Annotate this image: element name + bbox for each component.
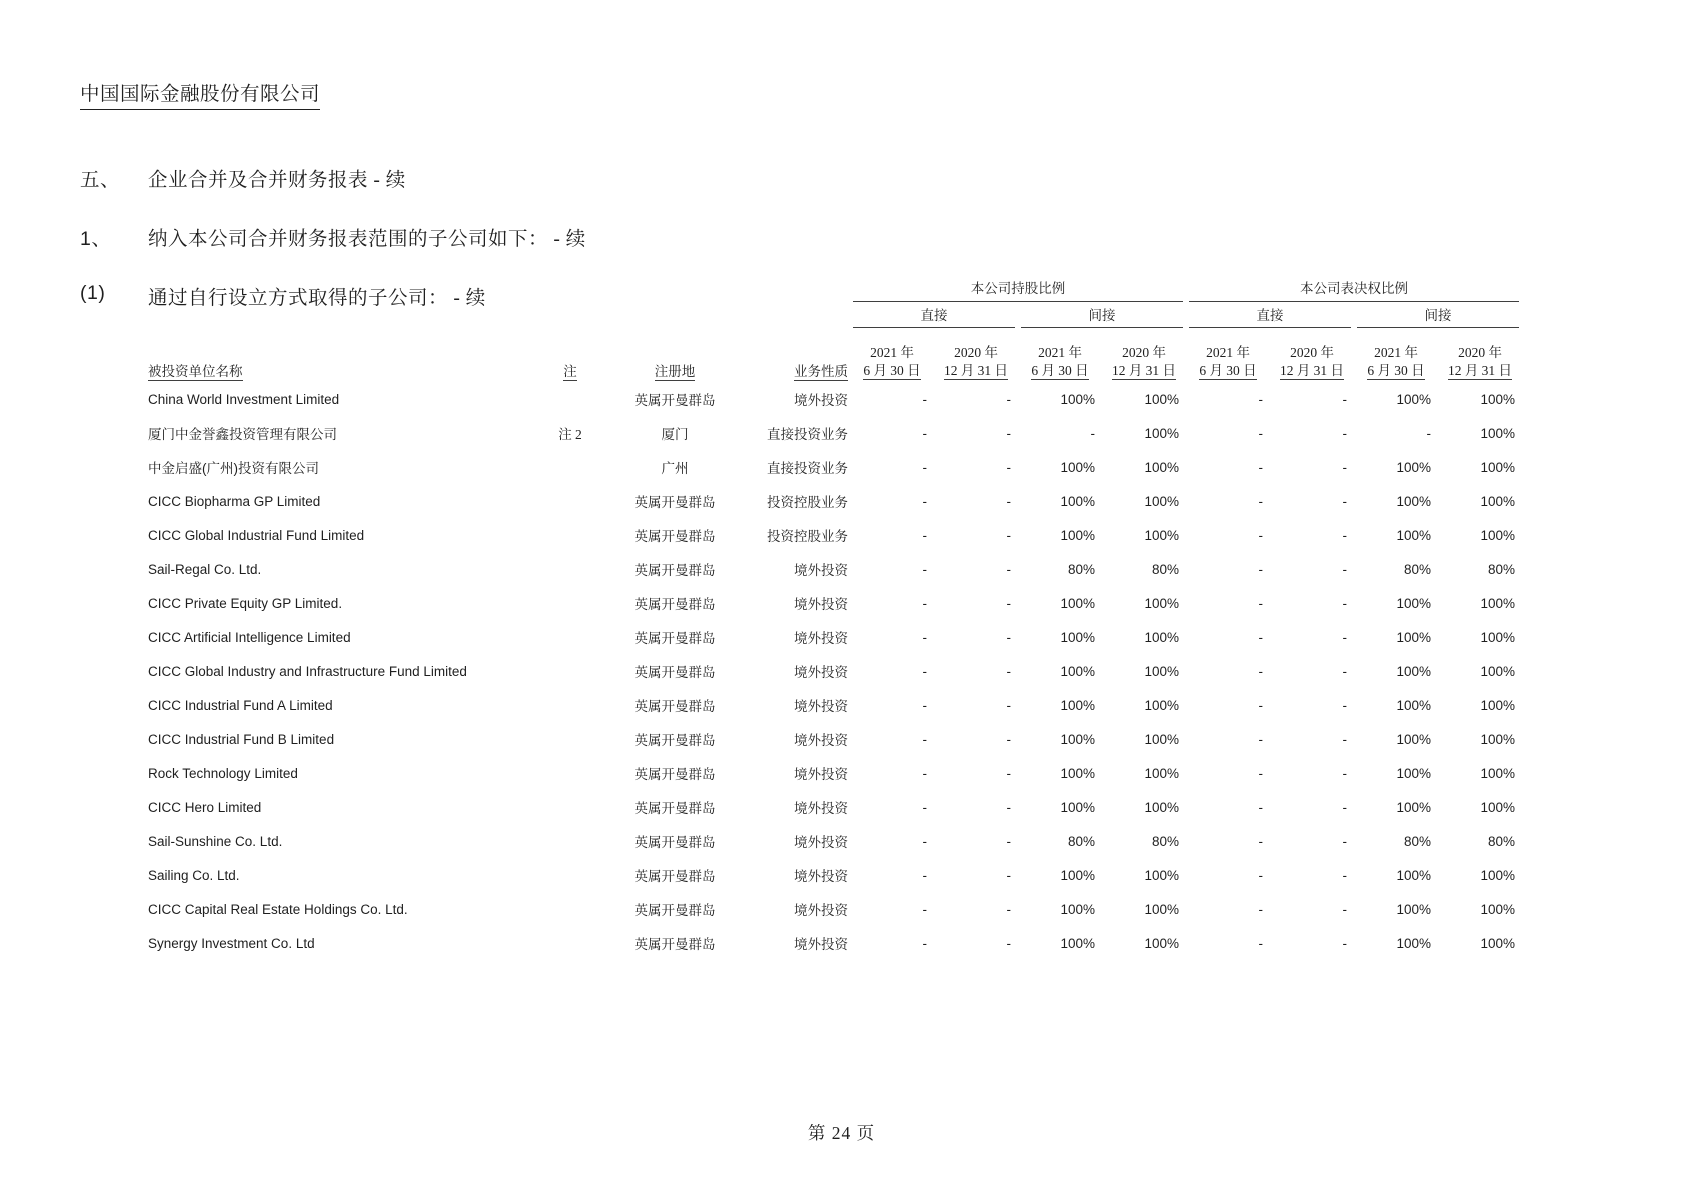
voting-direct-2021: -: [1258, 765, 1263, 781]
holding-direct-2021: -: [922, 629, 927, 645]
holding-direct-2021: -: [922, 731, 927, 747]
holding-direct-2021: -: [922, 663, 927, 679]
period-year: 2020 年: [1122, 345, 1166, 360]
holding-direct-2021: -: [922, 833, 927, 849]
page-number: 第 24 页: [807, 1123, 876, 1143]
holding-indirect-2021: -: [1090, 425, 1095, 441]
holding-direct-2020: -: [1006, 901, 1011, 917]
period-year: 2020 年: [1290, 345, 1334, 360]
voting-direct-2020: -: [1342, 867, 1347, 883]
voting-direct-2021: -: [1258, 527, 1263, 543]
holding-indirect-2020: 100%: [1144, 901, 1179, 917]
holding-indirect-2020: 100%: [1144, 765, 1179, 781]
group-header-voting: 本公司表决权比例: [1189, 277, 1519, 302]
voting-direct-2021: -: [1258, 799, 1263, 815]
subsidiary-business: 境外投资: [794, 393, 848, 408]
voting-indirect-2020: 100%: [1480, 799, 1515, 815]
column-header-place-cell: [600, 328, 750, 382]
voting-direct-2021: -: [1258, 391, 1263, 407]
holding-indirect-2021: 80%: [1067, 561, 1095, 577]
period-header-ownership-indirect-2020: [1102, 328, 1186, 382]
table-row: [148, 654, 1522, 688]
holding-direct-2020: -: [1006, 459, 1011, 475]
subsidiary-business: 直接投资业务: [767, 427, 848, 442]
group-header-ownership: 本公司持股比例: [853, 277, 1183, 302]
holding-direct-2021: -: [922, 799, 927, 815]
holding-indirect-2021: 100%: [1060, 663, 1095, 679]
voting-indirect-2020: 100%: [1480, 391, 1515, 407]
holding-direct-2020: -: [1006, 935, 1011, 951]
subsidiary-place: 英属开曼群岛: [634, 495, 716, 510]
subsidiary-place: 英属开曼群岛: [634, 869, 716, 884]
holding-indirect-2021: 100%: [1060, 799, 1095, 815]
group-header-voting-cell: [1186, 274, 1522, 302]
holding-direct-2020: -: [1006, 867, 1011, 883]
subsidiary-place: 厦门: [661, 427, 689, 442]
voting-indirect-2021: -: [1426, 425, 1431, 441]
holding-indirect-2021: 100%: [1060, 765, 1095, 781]
subsidiary-place: 英属开曼群岛: [634, 699, 716, 714]
column-header-business-cell: [750, 328, 850, 382]
voting-indirect-2020: 100%: [1480, 493, 1515, 509]
voting-direct-2020: -: [1342, 459, 1347, 475]
holding-direct-2021: -: [922, 935, 927, 951]
voting-indirect-2020: 100%: [1480, 867, 1515, 883]
subsidiary-name: CICC Artificial Intelligence Limited: [148, 629, 351, 645]
subsidiary-note: [540, 552, 600, 586]
period-year: 2021 年: [870, 345, 914, 360]
subsidiary-note: [540, 654, 600, 688]
column-header-name: 被投资单位名称: [148, 364, 243, 379]
voting-indirect-2021: 100%: [1396, 731, 1431, 747]
table-row: [148, 756, 1522, 790]
subgroup-voting-direct-cell: [1186, 302, 1354, 328]
holding-direct-2021: -: [922, 697, 927, 713]
holding-indirect-2020: 100%: [1144, 629, 1179, 645]
voting-direct-2021: -: [1258, 731, 1263, 747]
voting-indirect-2021: 100%: [1396, 493, 1431, 509]
subsidiaries-table: [148, 274, 1522, 960]
voting-indirect-2020: 100%: [1480, 425, 1515, 441]
subsidiary-place: 广州: [661, 461, 689, 476]
voting-direct-2021: -: [1258, 459, 1263, 475]
subsidiary-business: 境外投资: [794, 869, 848, 884]
subsidiary-name: Sailing Co. Ltd.: [148, 867, 240, 883]
voting-indirect-2021: 80%: [1403, 561, 1431, 577]
subsidiary-place: 英属开曼群岛: [634, 563, 716, 578]
subsidiary-name: CICC Capital Real Estate Holdings Co. Ltd.: [148, 901, 408, 917]
subsidiary-business: 境外投资: [794, 767, 848, 782]
voting-direct-2021: -: [1258, 867, 1263, 883]
holding-indirect-2021: 100%: [1060, 527, 1095, 543]
subsidiary-place: 英属开曼群岛: [634, 733, 716, 748]
column-header-place: 注册地: [654, 364, 696, 379]
voting-indirect-2020: 100%: [1480, 459, 1515, 475]
voting-indirect-2020: 100%: [1480, 527, 1515, 543]
voting-indirect-2020: 100%: [1480, 663, 1515, 679]
voting-indirect-2020: 100%: [1480, 765, 1515, 781]
holding-direct-2021: -: [922, 527, 927, 543]
period-date: 6 月 30 日: [863, 363, 921, 378]
holding-indirect-2021: 80%: [1067, 833, 1095, 849]
voting-direct-2020: -: [1342, 493, 1347, 509]
voting-direct-2020: -: [1342, 765, 1347, 781]
subsidiary-name: Synergy Investment Co. Ltd: [148, 935, 315, 951]
subsidiary-name: CICC Private Equity GP Limited.: [148, 595, 343, 611]
holding-indirect-2020: 100%: [1144, 697, 1179, 713]
subsidiary-note: [540, 518, 600, 552]
voting-indirect-2020: 100%: [1480, 731, 1515, 747]
subsidiary-name: China World Investment Limited: [148, 391, 340, 407]
subsidiary-place: 英属开曼群岛: [634, 597, 716, 612]
subsidiary-place: 英属开曼群岛: [634, 631, 716, 646]
section-text: 通过自行设立方式取得的子公司： - 续: [148, 288, 486, 309]
voting-indirect-2021: 100%: [1396, 867, 1431, 883]
voting-direct-2020: -: [1342, 629, 1347, 645]
period-date: 6 月 30 日: [1031, 363, 1089, 378]
subsidiary-note: [540, 926, 600, 960]
period-header-ownership-indirect-2021: [1018, 328, 1102, 382]
section-number: (1): [80, 282, 106, 304]
voting-direct-2021: -: [1258, 493, 1263, 509]
subsidiary-place: 英属开曼群岛: [634, 529, 716, 544]
holding-indirect-2021: 100%: [1060, 391, 1095, 407]
voting-direct-2020: -: [1342, 527, 1347, 543]
section-text: 纳入本公司合并财务报表范围的子公司如下： - 续: [148, 229, 586, 250]
subsidiary-note: [540, 790, 600, 824]
subsidiary-business: 境外投资: [794, 563, 848, 578]
table-row: [148, 586, 1522, 620]
holding-direct-2020: -: [1006, 731, 1011, 747]
subsidiary-business: 境外投资: [794, 801, 848, 816]
voting-direct-2021: -: [1258, 697, 1263, 713]
subsidiary-name: CICC Industrial Fund A Limited: [148, 697, 333, 713]
subsidiary-place: 英属开曼群岛: [634, 801, 716, 816]
subsidiary-name: Sail-Sunshine Co. Ltd.: [148, 833, 283, 849]
table-row: [148, 484, 1522, 518]
subsidiary-name: Sail-Regal Co. Ltd.: [148, 561, 262, 577]
section-heading-5: [80, 164, 406, 192]
subgroup-indirect-label: 间接: [1021, 304, 1183, 328]
table-row: [148, 552, 1522, 586]
subsidiary-name: CICC Global Industrial Fund Limited: [148, 527, 365, 543]
holding-direct-2020: -: [1006, 391, 1011, 407]
subsidiary-business: 境外投资: [794, 903, 848, 918]
subsidiary-note: [540, 722, 600, 756]
subsidiary-name: CICC Biopharma GP Limited: [148, 493, 321, 509]
table-row: [148, 620, 1522, 654]
holding-direct-2020: -: [1006, 629, 1011, 645]
group-header-ownership-cell: [850, 274, 1186, 302]
voting-direct-2020: -: [1342, 697, 1347, 713]
subsidiary-note: [540, 484, 600, 518]
period-header-voting-direct-2021: [1186, 328, 1270, 382]
holding-indirect-2021: 100%: [1060, 731, 1095, 747]
period-date: 12 月 31 日: [1279, 363, 1345, 378]
holding-direct-2021: -: [922, 425, 927, 441]
section-text: 企业合并及合并财务报表 - 续: [148, 170, 406, 191]
table-row: [148, 688, 1522, 722]
table-row: [148, 722, 1522, 756]
holding-direct-2021: -: [922, 765, 927, 781]
section-number: 1、: [80, 228, 112, 250]
voting-indirect-2021: 100%: [1396, 629, 1431, 645]
voting-indirect-2020: 100%: [1480, 629, 1515, 645]
subsidiary-business: 境外投资: [794, 597, 848, 612]
voting-direct-2021: -: [1258, 901, 1263, 917]
subsidiary-place: 英属开曼群岛: [634, 903, 716, 918]
holding-indirect-2021: 100%: [1060, 629, 1095, 645]
voting-direct-2020: -: [1342, 731, 1347, 747]
subsidiary-note: [540, 892, 600, 926]
group-header-spacer: [148, 274, 850, 302]
subsidiary-place: 英属开曼群岛: [634, 665, 716, 680]
period-header-ownership-direct-2021: [850, 328, 934, 382]
section-number: 五、: [80, 169, 121, 191]
holding-direct-2020: -: [1006, 697, 1011, 713]
subsidiary-name: 中金启盛(广州)投资有限公司: [148, 461, 319, 476]
voting-direct-2021: -: [1258, 935, 1263, 951]
subsidiary-name: CICC Industrial Fund B Limited: [148, 731, 335, 747]
subsidiary-place: 英属开曼群岛: [634, 393, 716, 408]
voting-indirect-2021: 100%: [1396, 935, 1431, 951]
subsidiary-note: [540, 382, 600, 416]
voting-indirect-2021: 100%: [1396, 391, 1431, 407]
holding-indirect-2020: 100%: [1144, 493, 1179, 509]
subsidiary-business: 境外投资: [794, 665, 848, 680]
voting-indirect-2020: 100%: [1480, 595, 1515, 611]
voting-indirect-2021: 100%: [1396, 595, 1431, 611]
column-header-note-cell: [540, 328, 600, 382]
holding-direct-2021: -: [922, 867, 927, 883]
voting-indirect-2021: 100%: [1396, 527, 1431, 543]
subsidiary-note: [540, 688, 600, 722]
table-row: [148, 824, 1522, 858]
subsidiary-note: [540, 824, 600, 858]
period-year: 2021 年: [1038, 345, 1082, 360]
holding-direct-2020: -: [1006, 561, 1011, 577]
subgroup-indirect-label: 间接: [1357, 304, 1519, 328]
period-date: 12 月 31 日: [1111, 363, 1177, 378]
subsidiary-business: 境外投资: [794, 733, 848, 748]
holding-direct-2021: -: [922, 901, 927, 917]
holding-indirect-2021: 100%: [1060, 459, 1095, 475]
holding-direct-2020: -: [1006, 595, 1011, 611]
subsidiary-business: 投资控股业务: [767, 529, 848, 544]
holding-indirect-2020: 100%: [1144, 527, 1179, 543]
holding-direct-2021: -: [922, 561, 927, 577]
subsidiary-business: 境外投资: [794, 835, 848, 850]
subsidiary-note: [540, 450, 600, 484]
voting-direct-2021: -: [1258, 561, 1263, 577]
subgroup-header-row: [148, 302, 1522, 328]
holding-indirect-2020: 80%: [1151, 833, 1179, 849]
subgroup-ownership-indirect-cell: [1018, 302, 1186, 328]
column-header-row: [148, 328, 1522, 382]
holding-indirect-2021: 100%: [1060, 867, 1095, 883]
subsidiary-note: [540, 620, 600, 654]
voting-indirect-2021: 100%: [1396, 663, 1431, 679]
table-row: [148, 858, 1522, 892]
period-date: 6 月 30 日: [1367, 363, 1425, 378]
period-header-voting-indirect-2021: [1354, 328, 1438, 382]
voting-indirect-2021: 100%: [1396, 901, 1431, 917]
holding-indirect-2021: 100%: [1060, 901, 1095, 917]
voting-indirect-2021: 100%: [1396, 459, 1431, 475]
voting-direct-2021: -: [1258, 833, 1263, 849]
subgroup-direct-label: 直接: [1189, 304, 1351, 328]
subsidiary-business: 境外投资: [794, 631, 848, 646]
holding-indirect-2020: 100%: [1144, 391, 1179, 407]
holding-indirect-2020: 100%: [1144, 867, 1179, 883]
holding-indirect-2020: 100%: [1144, 459, 1179, 475]
subsidiary-place: 英属开曼群岛: [634, 937, 716, 952]
table-row: [148, 416, 1522, 450]
subgroup-ownership-direct-cell: [850, 302, 1018, 328]
holding-direct-2021: -: [922, 493, 927, 509]
subsidiary-note: [540, 756, 600, 790]
period-year: 2021 年: [1374, 345, 1418, 360]
holding-direct-2020: -: [1006, 833, 1011, 849]
subsidiary-business: 投资控股业务: [767, 495, 848, 510]
section-heading-1: [80, 223, 586, 251]
column-header-note: 注: [563, 364, 577, 379]
table-row: [148, 926, 1522, 960]
holding-indirect-2021: 100%: [1060, 493, 1095, 509]
period-year: 2020 年: [954, 345, 998, 360]
voting-direct-2020: -: [1342, 561, 1347, 577]
voting-direct-2021: -: [1258, 595, 1263, 611]
subsidiary-note: [540, 858, 600, 892]
company-title: 中国国际金融股份有限公司: [80, 78, 320, 110]
voting-direct-2021: -: [1258, 663, 1263, 679]
voting-indirect-2020: 100%: [1480, 697, 1515, 713]
period-header-voting-indirect-2020: [1438, 328, 1522, 382]
holding-indirect-2020: 100%: [1144, 663, 1179, 679]
holding-indirect-2021: 100%: [1060, 595, 1095, 611]
table-row: [148, 382, 1522, 416]
voting-direct-2020: -: [1342, 595, 1347, 611]
voting-indirect-2020: 100%: [1480, 935, 1515, 951]
voting-indirect-2021: 100%: [1396, 697, 1431, 713]
column-header-name-cell: [148, 328, 540, 382]
voting-direct-2020: -: [1342, 663, 1347, 679]
column-header-business: 业务性质: [794, 364, 848, 379]
subsidiary-place: 英属开曼群岛: [634, 835, 716, 850]
table-row: [148, 518, 1522, 552]
subsidiary-business: 境外投资: [794, 699, 848, 714]
voting-direct-2020: -: [1342, 935, 1347, 951]
period-date: 12 月 31 日: [1447, 363, 1513, 378]
voting-direct-2020: -: [1342, 833, 1347, 849]
voting-indirect-2020: 80%: [1487, 833, 1515, 849]
holding-direct-2021: -: [922, 459, 927, 475]
period-year: 2021 年: [1206, 345, 1250, 360]
subsidiary-name: CICC Global Industry and Infrastructure Fund Limited: [148, 663, 467, 679]
holding-indirect-2020: 100%: [1144, 595, 1179, 611]
subsidiary-business: 直接投资业务: [767, 461, 848, 476]
subsidiary-name: Rock Technology Limited: [148, 765, 298, 781]
period-date: 6 月 30 日: [1199, 363, 1257, 378]
holding-indirect-2021: 100%: [1060, 935, 1095, 951]
voting-indirect-2020: 100%: [1480, 901, 1515, 917]
subgroup-voting-indirect-cell: [1354, 302, 1522, 328]
voting-direct-2020: -: [1342, 901, 1347, 917]
subsidiary-place: 英属开曼群岛: [634, 767, 716, 782]
holding-direct-2021: -: [922, 595, 927, 611]
table-row: [148, 892, 1522, 926]
subsidiary-business: 境外投资: [794, 937, 848, 952]
holding-direct-2021: -: [922, 391, 927, 407]
table-row: [148, 450, 1522, 484]
subsidiary-name: 厦门中金誉鑫投资管理有限公司: [148, 427, 337, 442]
period-header-voting-direct-2020: [1270, 328, 1354, 382]
period-date: 12 月 31 日: [943, 363, 1009, 378]
voting-direct-2020: -: [1342, 391, 1347, 407]
period-year: 2020 年: [1458, 345, 1502, 360]
voting-direct-2021: -: [1258, 629, 1263, 645]
subsidiary-note: 注 2: [558, 427, 582, 442]
holding-indirect-2020: 100%: [1144, 425, 1179, 441]
holding-direct-2020: -: [1006, 527, 1011, 543]
voting-direct-2020: -: [1342, 799, 1347, 815]
holding-direct-2020: -: [1006, 799, 1011, 815]
table-row: [148, 790, 1522, 824]
holding-indirect-2020: 100%: [1144, 799, 1179, 815]
voting-direct-2021: -: [1258, 425, 1263, 441]
group-header-row: [148, 274, 1522, 302]
holding-direct-2020: -: [1006, 765, 1011, 781]
subgroup-direct-label: 直接: [853, 304, 1015, 328]
holding-indirect-2020: 100%: [1144, 731, 1179, 747]
holding-direct-2020: -: [1006, 663, 1011, 679]
subgroup-header-spacer: [148, 302, 850, 328]
voting-indirect-2020: 80%: [1487, 561, 1515, 577]
period-header-ownership-direct-2020: [934, 328, 1018, 382]
holding-indirect-2021: 100%: [1060, 697, 1095, 713]
voting-direct-2020: -: [1342, 425, 1347, 441]
subsidiary-note: [540, 586, 600, 620]
subsidiary-name: CICC Hero Limited: [148, 799, 262, 815]
holding-direct-2020: -: [1006, 493, 1011, 509]
holding-indirect-2020: 100%: [1144, 935, 1179, 951]
voting-indirect-2021: 80%: [1403, 833, 1431, 849]
holding-indirect-2020: 80%: [1151, 561, 1179, 577]
voting-indirect-2021: 100%: [1396, 765, 1431, 781]
holding-direct-2020: -: [1006, 425, 1011, 441]
subsidiaries-tbody: [148, 382, 1522, 960]
voting-indirect-2021: 100%: [1396, 799, 1431, 815]
